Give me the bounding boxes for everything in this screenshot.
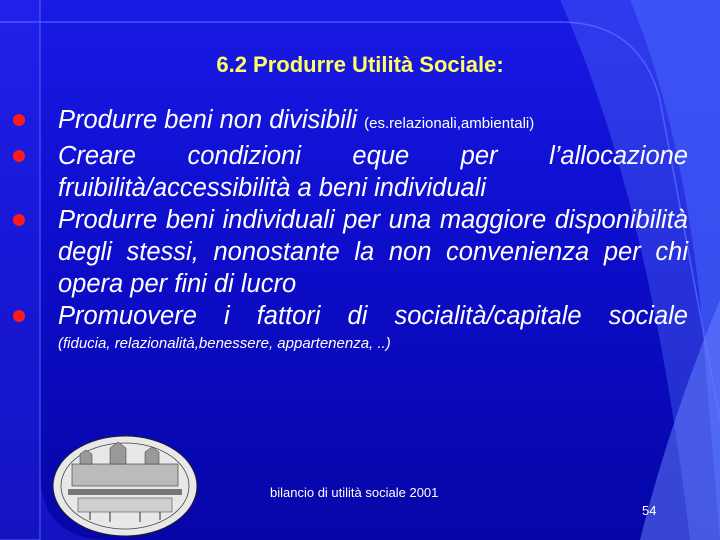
bullet-dot-icon: [13, 310, 25, 322]
page-number: 54: [642, 503, 657, 518]
slide-title: 6.2 Produrre Utilità Sociale:: [216, 52, 504, 77]
bullet-item-3: [58, 204, 688, 300]
bullet-dot-icon: [13, 114, 25, 126]
emblem-logo-icon: [50, 434, 200, 538]
bullet-dot-icon: [13, 150, 25, 162]
bullet-4-text: Promuovere i fattori di socialità/capitale sociale: [58, 302, 688, 330]
footer-text: bilancio di utilità sociale 2001: [270, 485, 439, 500]
bullet-dot-icon: [13, 214, 25, 226]
bullet-2-text: Creare condizioni eque per l’allocazione fruibilità/accessibilità a beni individuali: [58, 142, 688, 202]
bullet-3-text: Produrre beni individuali per una maggiore disponibilità degli stessi, nonostante la non convenienza per chi opera per fini di lucro: [58, 206, 688, 298]
bullet-item-4: [58, 300, 688, 332]
bullet-item-2: [58, 140, 688, 204]
bullet-list: [58, 104, 688, 354]
bullet-item-1: [58, 104, 688, 140]
bullet-1-note: (es.relazionali,ambientali): [364, 115, 535, 132]
bullet-4-note: (fiducia, relazionalità,benessere, appartenenza, ..): [58, 335, 391, 352]
bullet-1-text: Produrre beni non divisibili: [58, 106, 365, 134]
